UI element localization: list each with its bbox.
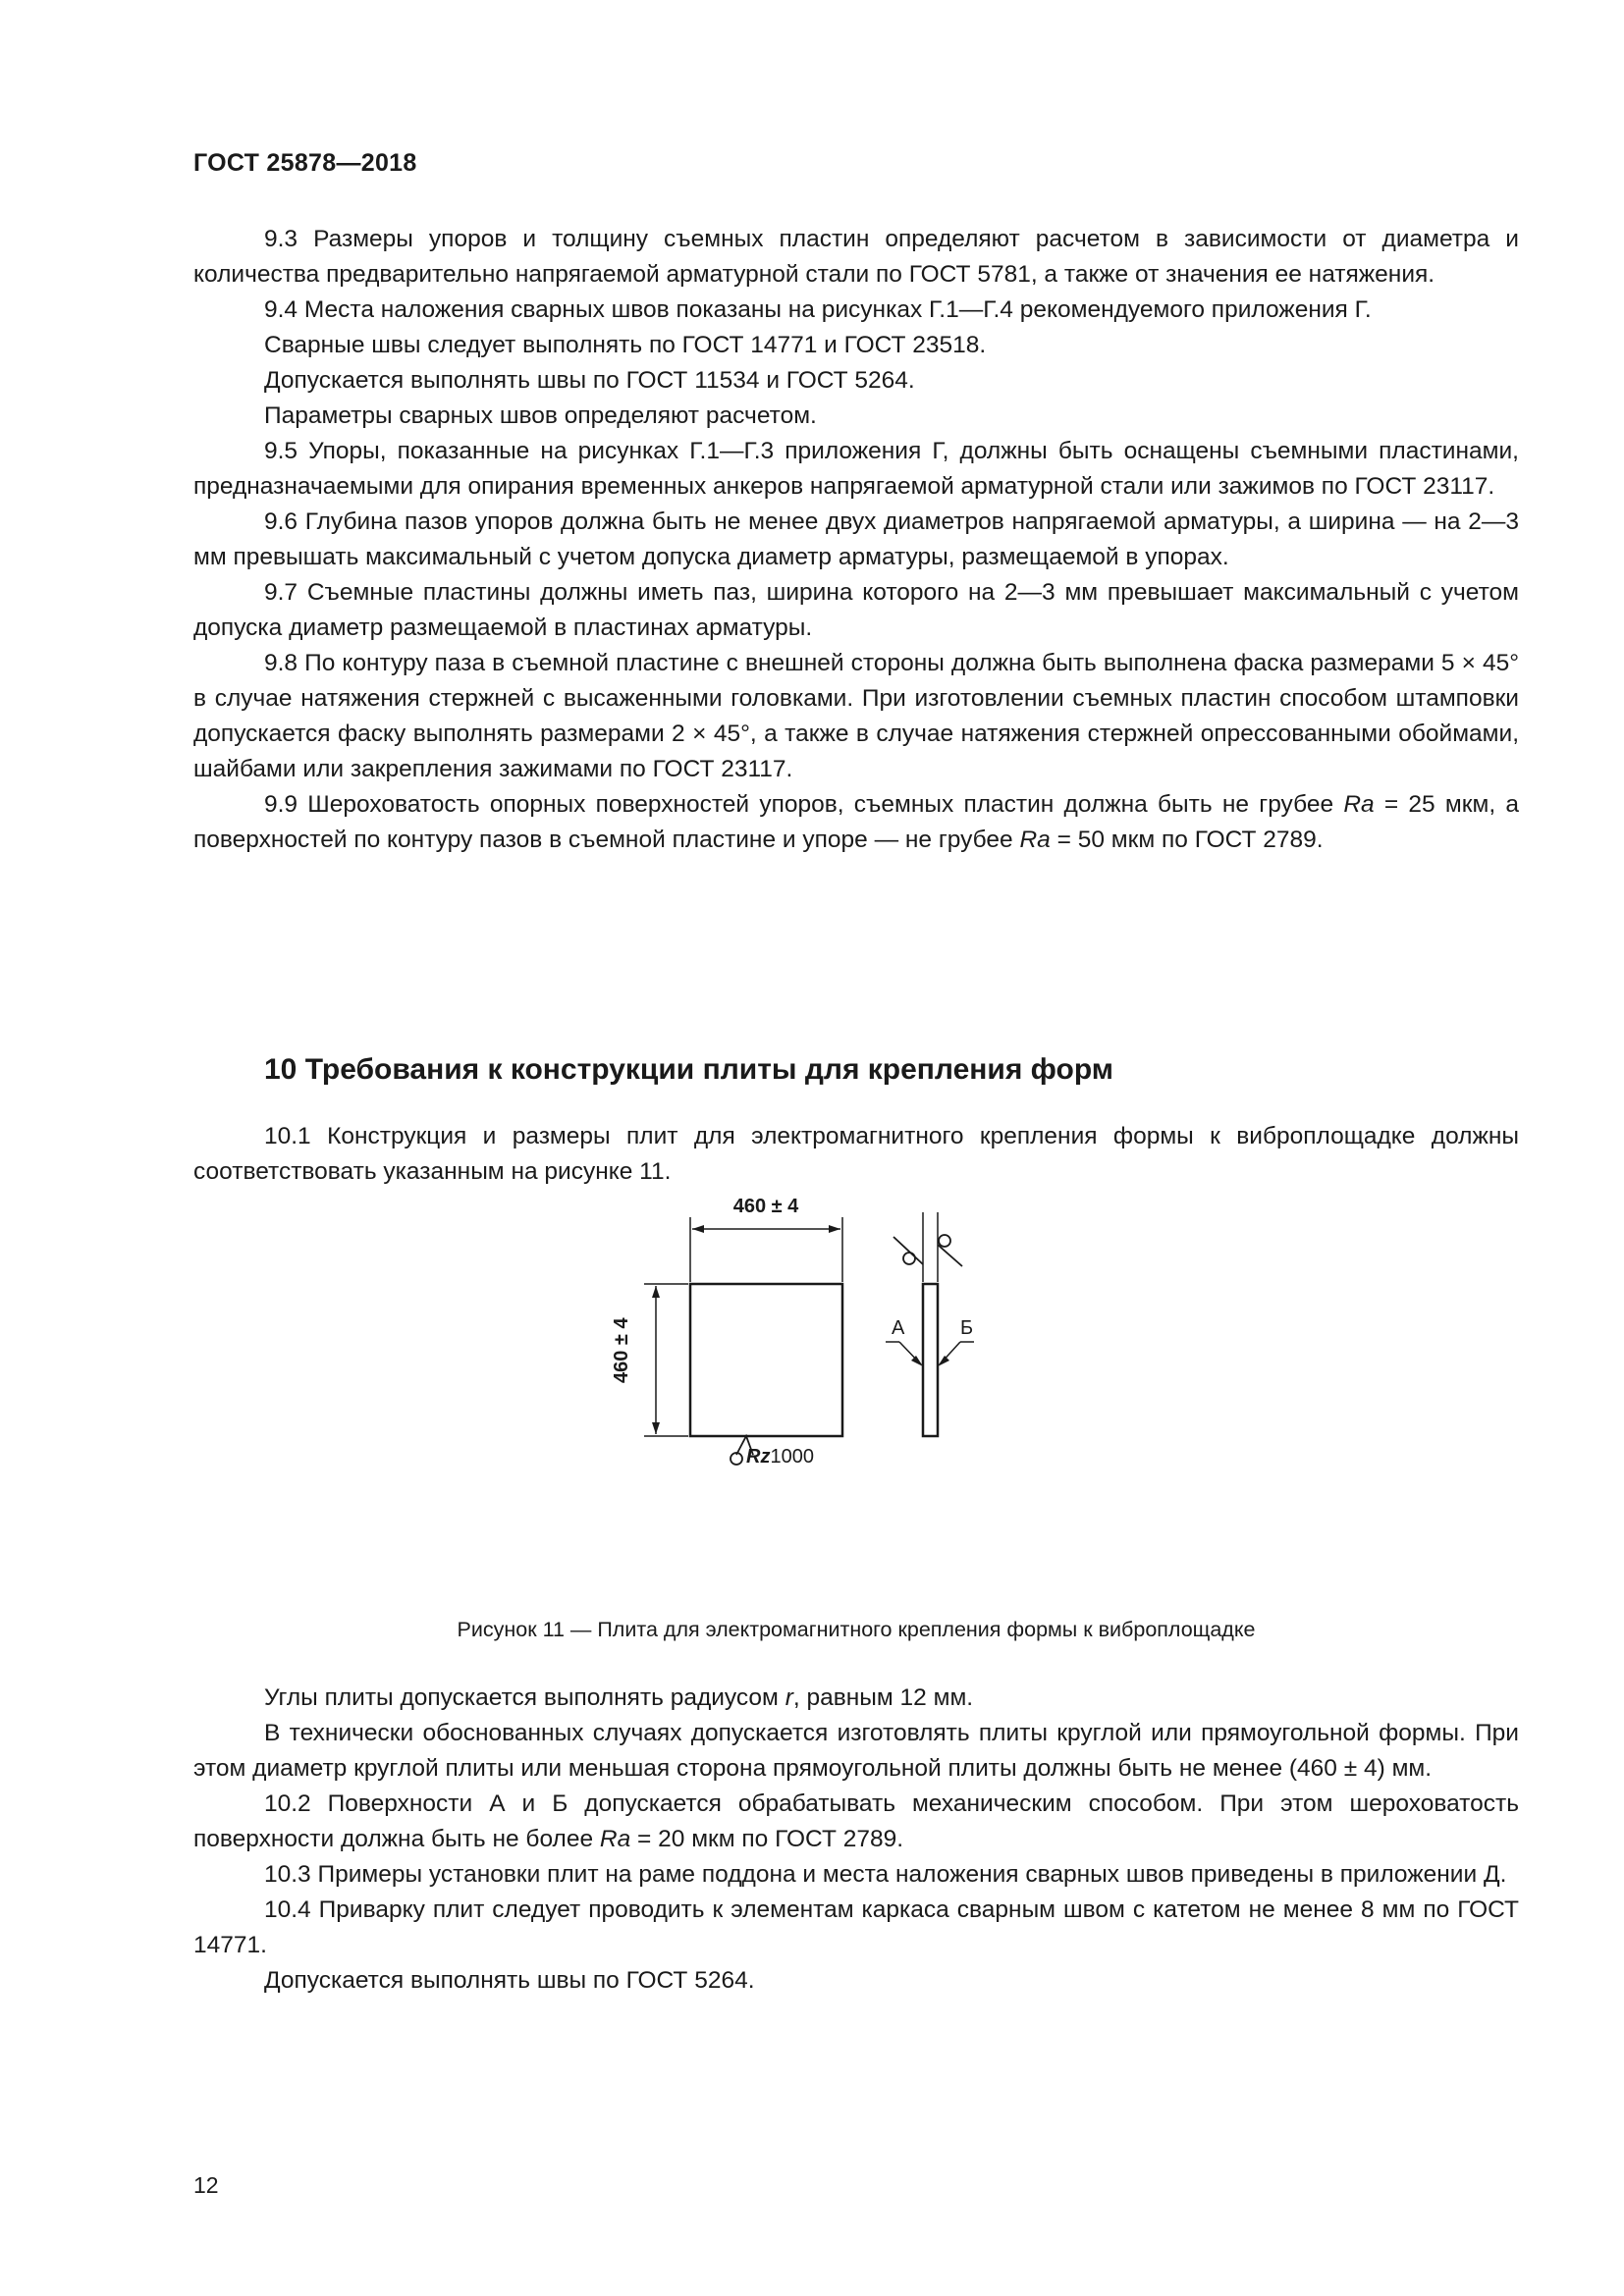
- paragraph-welds-5264: Допускается выполнять швы по ГОСТ 5264.: [264, 1967, 755, 1994]
- paragraph-9-4: 9.4 Места наложения сварных швов показаны на рисунках Г.1—Г.4 рекомендуемого приложения Г.: [264, 296, 1372, 323]
- paragraph-9-5: 9.5 Упоры, показанные на рисунках Г.1—Г.3 приложения Г, должны быть оснащены съемными пластинами, предназначаемыми для опирания временных анкеров напрягаемой арматурной стали или зажимов по ГОСТ 23117.: [193, 438, 1519, 500]
- paragraph-welds-standards: Сварные швы следует выполнять по ГОСТ 14771 и ГОСТ 23518.: [264, 332, 987, 358]
- paragraph-alternative-shapes: В технически обоснованных случаях допускается изготовлять плиты круглой или прямоугольной формы. При этом диаметр круглой плиты или меньшая сторона прямоугольной плиты должны быть не менее (460 ± 4) мм.: [193, 1720, 1519, 1782]
- section-10-intro: [193, 1119, 1519, 1190]
- section-10-title: 10 Требования к конструкции плиты для крепления форм: [264, 1053, 1113, 1086]
- paragraph-welds-allowed: Допускается выполнять швы по ГОСТ 11534 и ГОСТ 5264.: [264, 367, 915, 394]
- paragraph-10-4: 10.4 Приварку плит следует проводить к элементам каркаса сварным швом с катетом не менее 8 мм по ГОСТ 14771.: [193, 1896, 1519, 1958]
- paragraph-corners: Углы плиты допускается выполнять радиусом r, равным 12 мм.: [264, 1684, 974, 1711]
- paragraph-9-8: 9.8 По контуру паза в съемной пластине с внешней стороны должна быть выполнена фаска размерами 5 × 45° в случае натяжения стержней с высаженными головками. При изготовлении съемных пластин способом штамповки допускается фаску выполнять размерами 2 × 45°, а также в случае натяжения стержней опрессованными обоймами, шайбами или закрепления зажимами по ГОСТ 23117.: [193, 650, 1519, 782]
- plate-front-view: [690, 1284, 842, 1436]
- figure-11-caption: Рисунок 11 — Плита для электромагнитного крепления формы к виброплощадке: [457, 1618, 1256, 1641]
- paragraph-10-3: 10.3 Примеры установки плит на раме поддона и места наложения сварных швов приведены в приложении Д.: [264, 1861, 1507, 1888]
- paragraph-9-3: 9.3 Размеры упоров и толщину съемных пластин определяют расчетом в зависимости от диаметра и количества предварительно напрягаемой арматурной стали по ГОСТ 5781, а также от значения ее натяжения.: [193, 226, 1519, 288]
- section-10-text: [193, 1681, 1519, 1999]
- section-9-text: [193, 222, 1519, 858]
- paragraph-9-7: 9.7 Съемные пластины должны иметь паз, ширина которого на 2—3 мм превышает максимальный с учетом допуска диаметр размещаемой в пластинах арматуры.: [193, 579, 1519, 641]
- plate-side-view: [923, 1284, 938, 1436]
- paragraph-weld-params: Параметры сварных швов определяют расчетом.: [264, 402, 817, 429]
- paragraph-10-2: 10.2 Поверхности А и Б допускается обрабатывать механическим способом. При этом шероховатость поверхности должна быть не более Ra = 20 мкм по ГОСТ 2789.: [193, 1790, 1519, 1852]
- surface-label-a: А: [892, 1317, 905, 1339]
- dimension-height: 460 ± 4: [611, 1317, 632, 1383]
- page-number: 12: [193, 2172, 219, 2198]
- document-header: ГОСТ 25878—2018: [193, 149, 417, 177]
- dimension-width: 460 ± 4: [732, 1196, 799, 1217]
- paragraph-9-6: 9.6 Глубина пазов упоров должна быть не менее двух диаметров напрягаемой арматуры, а ширина — на 2—3 мм превышать максимальный с учетом допуска диаметр арматуры, размещаемой в упорах.: [193, 508, 1519, 570]
- paragraph-10-1: 10.1 Конструкция и размеры плит для электромагнитного крепления формы к виброплощадке должны соответствовать указанным на рисунке 11.: [193, 1123, 1519, 1185]
- paragraph-9-9: 9.9 Шероховатость опорных поверхностей упоров, съемных пластин должна быть не грубее Ra = 25 мкм, а поверхностей по контуру пазов в съемной пластине и упоре — не грубее Ra = 50 мкм по ГОСТ 2789.: [193, 791, 1519, 853]
- plate-drawing: [609, 1207, 1159, 1580]
- figure-11-drawing: [609, 1196, 1159, 1580]
- roughness-label: Rz1000: [746, 1446, 814, 1468]
- surface-label-b: Б: [960, 1317, 974, 1339]
